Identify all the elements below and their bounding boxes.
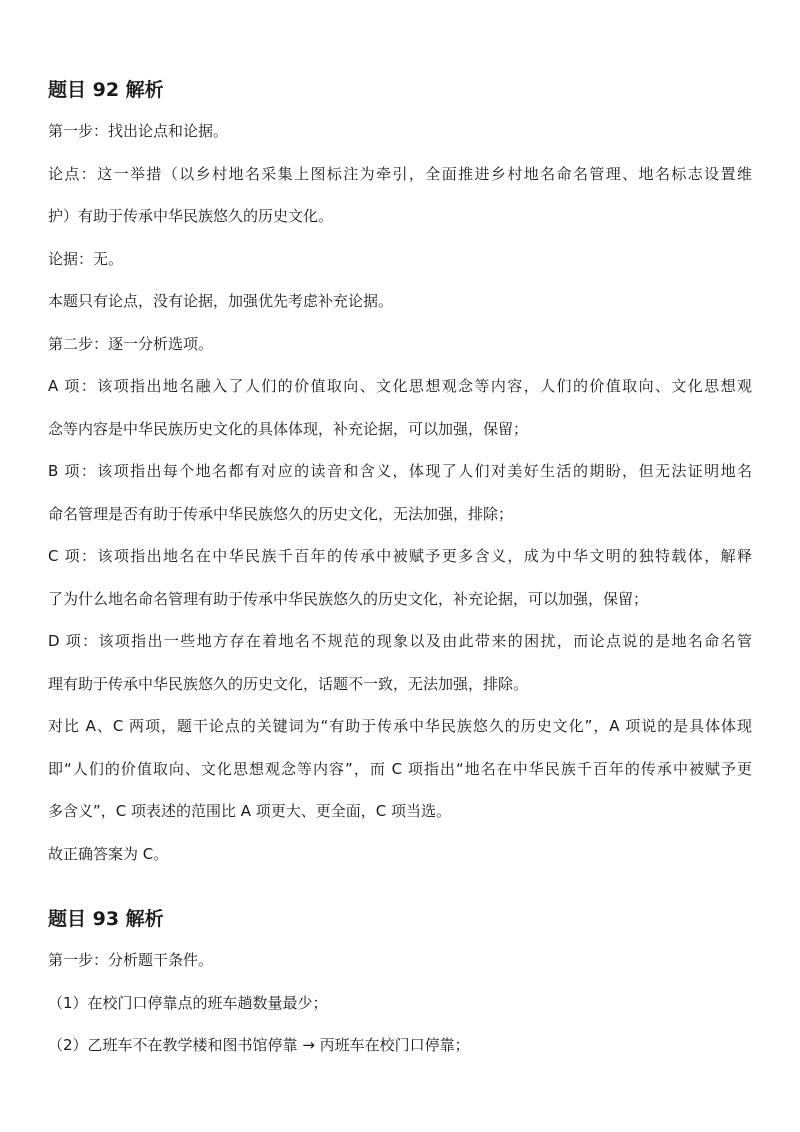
paragraph-line: 了为什么地名命名管理有助于传承中华民族悠久的历史文化，补充论据，可以加强，保留； xyxy=(48,589,649,608)
paragraph-line: 第二步：逐一分析选项。 xyxy=(48,334,214,353)
paragraph-line: 念等内容是中华民族历史文化的具体体现，补充论据，可以加强，保留； xyxy=(48,419,529,438)
section-title: 题目 92 解析 xyxy=(48,79,164,101)
paragraph-line: 故正确答案为 C。 xyxy=(48,844,169,863)
section-title: 题目 93 解析 xyxy=(48,908,164,930)
paragraph-line: 命名管理是否有助于传承中华民族悠久的历史文化，无法加强，排除； xyxy=(48,504,514,523)
paragraph-line: 本题只有论点，没有论据，加强优先考虑补充论据。 xyxy=(48,292,394,310)
paragraph-line: 第一步：分析题干条件。 xyxy=(48,951,214,969)
paragraph-line: C 项：该项指出地名在中华民族千百年的传承中被赋予更多含义，成为中华文明的独特载体，解释 xyxy=(48,547,752,565)
document-page xyxy=(48,70,752,1067)
paragraph-line: A 项：该项指出地名融入了人们的价值取向、文化思想观念等内容，人们的价值取向、文化思想观 xyxy=(48,377,752,395)
paragraph-line: 论据：无。 xyxy=(48,249,124,268)
section-92 xyxy=(48,70,752,875)
paragraph-line: 对比 A、C 两项，题干论点的关键词为“有助于传承中华民族悠久的历史文化”，A 项说的是具体体现 xyxy=(48,717,752,735)
paragraph-line: B 项：该项指出每个地名都有对应的读音和含义，体现了人们对美好生活的期盼，但无法证明地名 xyxy=(48,462,752,480)
section-93 xyxy=(48,899,752,1067)
paragraph-line: 即“人们的价值取向、文化思想观念等内容”，而 C 项指出“地名在中华民族千百年的传承中被赋予更 xyxy=(48,759,752,778)
paragraph-line: 第一步：找出论点和论据。 xyxy=(48,122,229,140)
paragraph-line: （1）在校门口停靠点的班车趟数量最少； xyxy=(48,993,328,1012)
paragraph-line: （2）乙班车不在教学楼和图书馆停靠 → 丙班车在校门口停靠； xyxy=(48,1036,470,1054)
paragraph-line: 护）有助于传承中华民族悠久的历史文化。 xyxy=(48,207,334,225)
paragraph-line: 论点：这一举措（以乡村地名采集上图标注为牵引，全面推进乡村地名命名管理、地名标志设置维 xyxy=(48,164,752,183)
paragraph-line: 理有助于传承中华民族悠久的历史文化，话题不一致，无法加强，排除。 xyxy=(48,674,529,693)
paragraph-line: D 项：该项指出一些地方存在着地名不规范的现象以及由此带来的困扰，而论点说的是地名命名管 xyxy=(48,632,752,650)
paragraph-line: 多含义”，C 项表述的范围比 A 项更大、更全面，C 项当选。 xyxy=(48,802,452,820)
